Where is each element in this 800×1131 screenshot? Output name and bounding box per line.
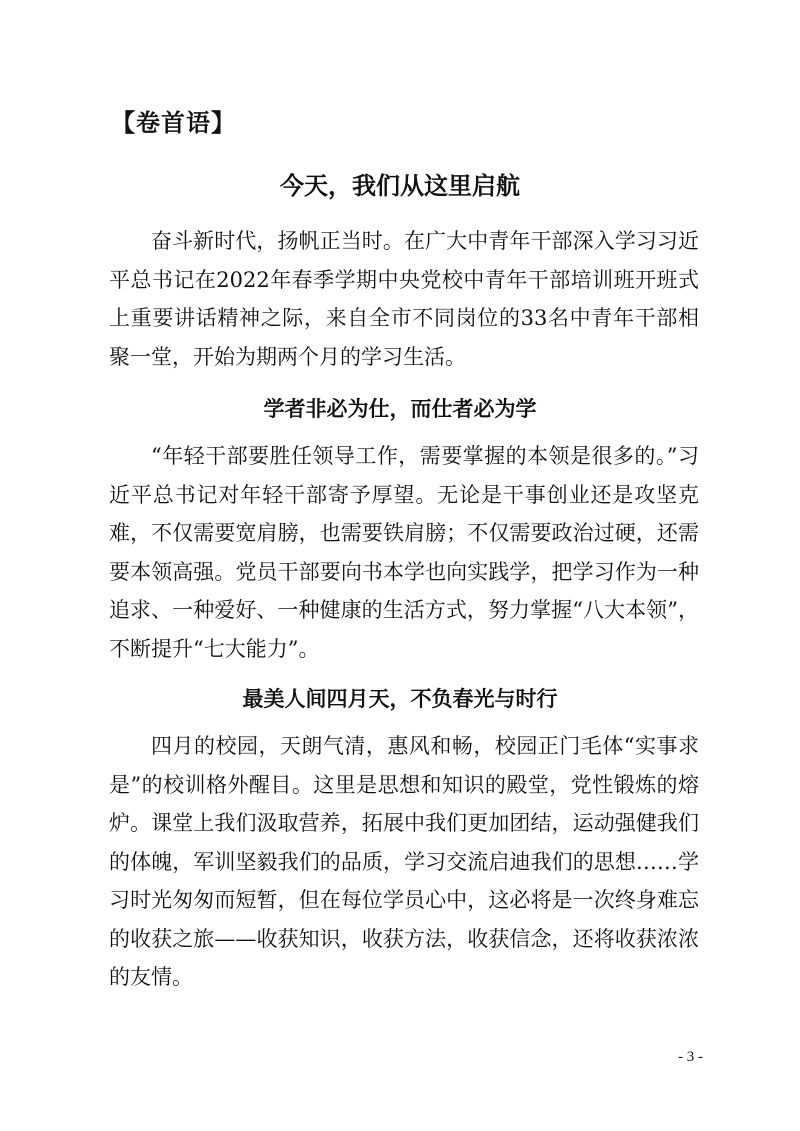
paragraph-intro: 奋斗新时代，扬帆正当时。在广大中青年干部深入学习习近平总书记在2022年春季学期中央党校中青年干部培训班开班式上重要讲话精神之际，来自全市不同岗位的33名中青年干部相聚一堂，开始为期两个月的学习生活。 [109,229,699,369]
paragraph-study: “年轻干部要胜任领导工作，需要掌握的本领是很多的。”习近平总书记对年轻干部寄予厚望。无论是干事创业还是攻坚克难，不仅需要宽肩膀，也需要铁肩膀；不仅需要政治过硬，还需要本领高强。党员干部要向书本学也向实践学，把学习作为一种追求、一种爱好、一种健康的生活方式，努力掌握“八大本领”，不断提升“七大能力”。 [109,444,699,661]
paragraph-april: 四月的校园，天朗气清，惠风和畅，校园正门毛体“实事求是”的校训格外醒目。这里是思想和知识的殿堂，党性锻炼的熔炉。课堂上我们汲取营养，拓展中我们更加团结，运动强健我们的体魄，军训坚毅我们的品质，学习交流启迪我们的思想……学习时光匆匆而短暂，但在每位学员心中，这必将是一次终身难忘的收获之旅——收获知识，收获方法，收获信念，还将收获浓浓的友情。 [109,734,699,989]
section-label: 【卷首语】 [111,109,236,137]
subheading-study: 学者非必为仕，而仕者必为学 [263,397,537,421]
article-title: 今天，我们从这里启航 [280,172,520,200]
subheading-april: 最美人间四月天，不负春光与时行 [242,687,558,711]
page-number: - 3 - [678,1049,703,1065]
